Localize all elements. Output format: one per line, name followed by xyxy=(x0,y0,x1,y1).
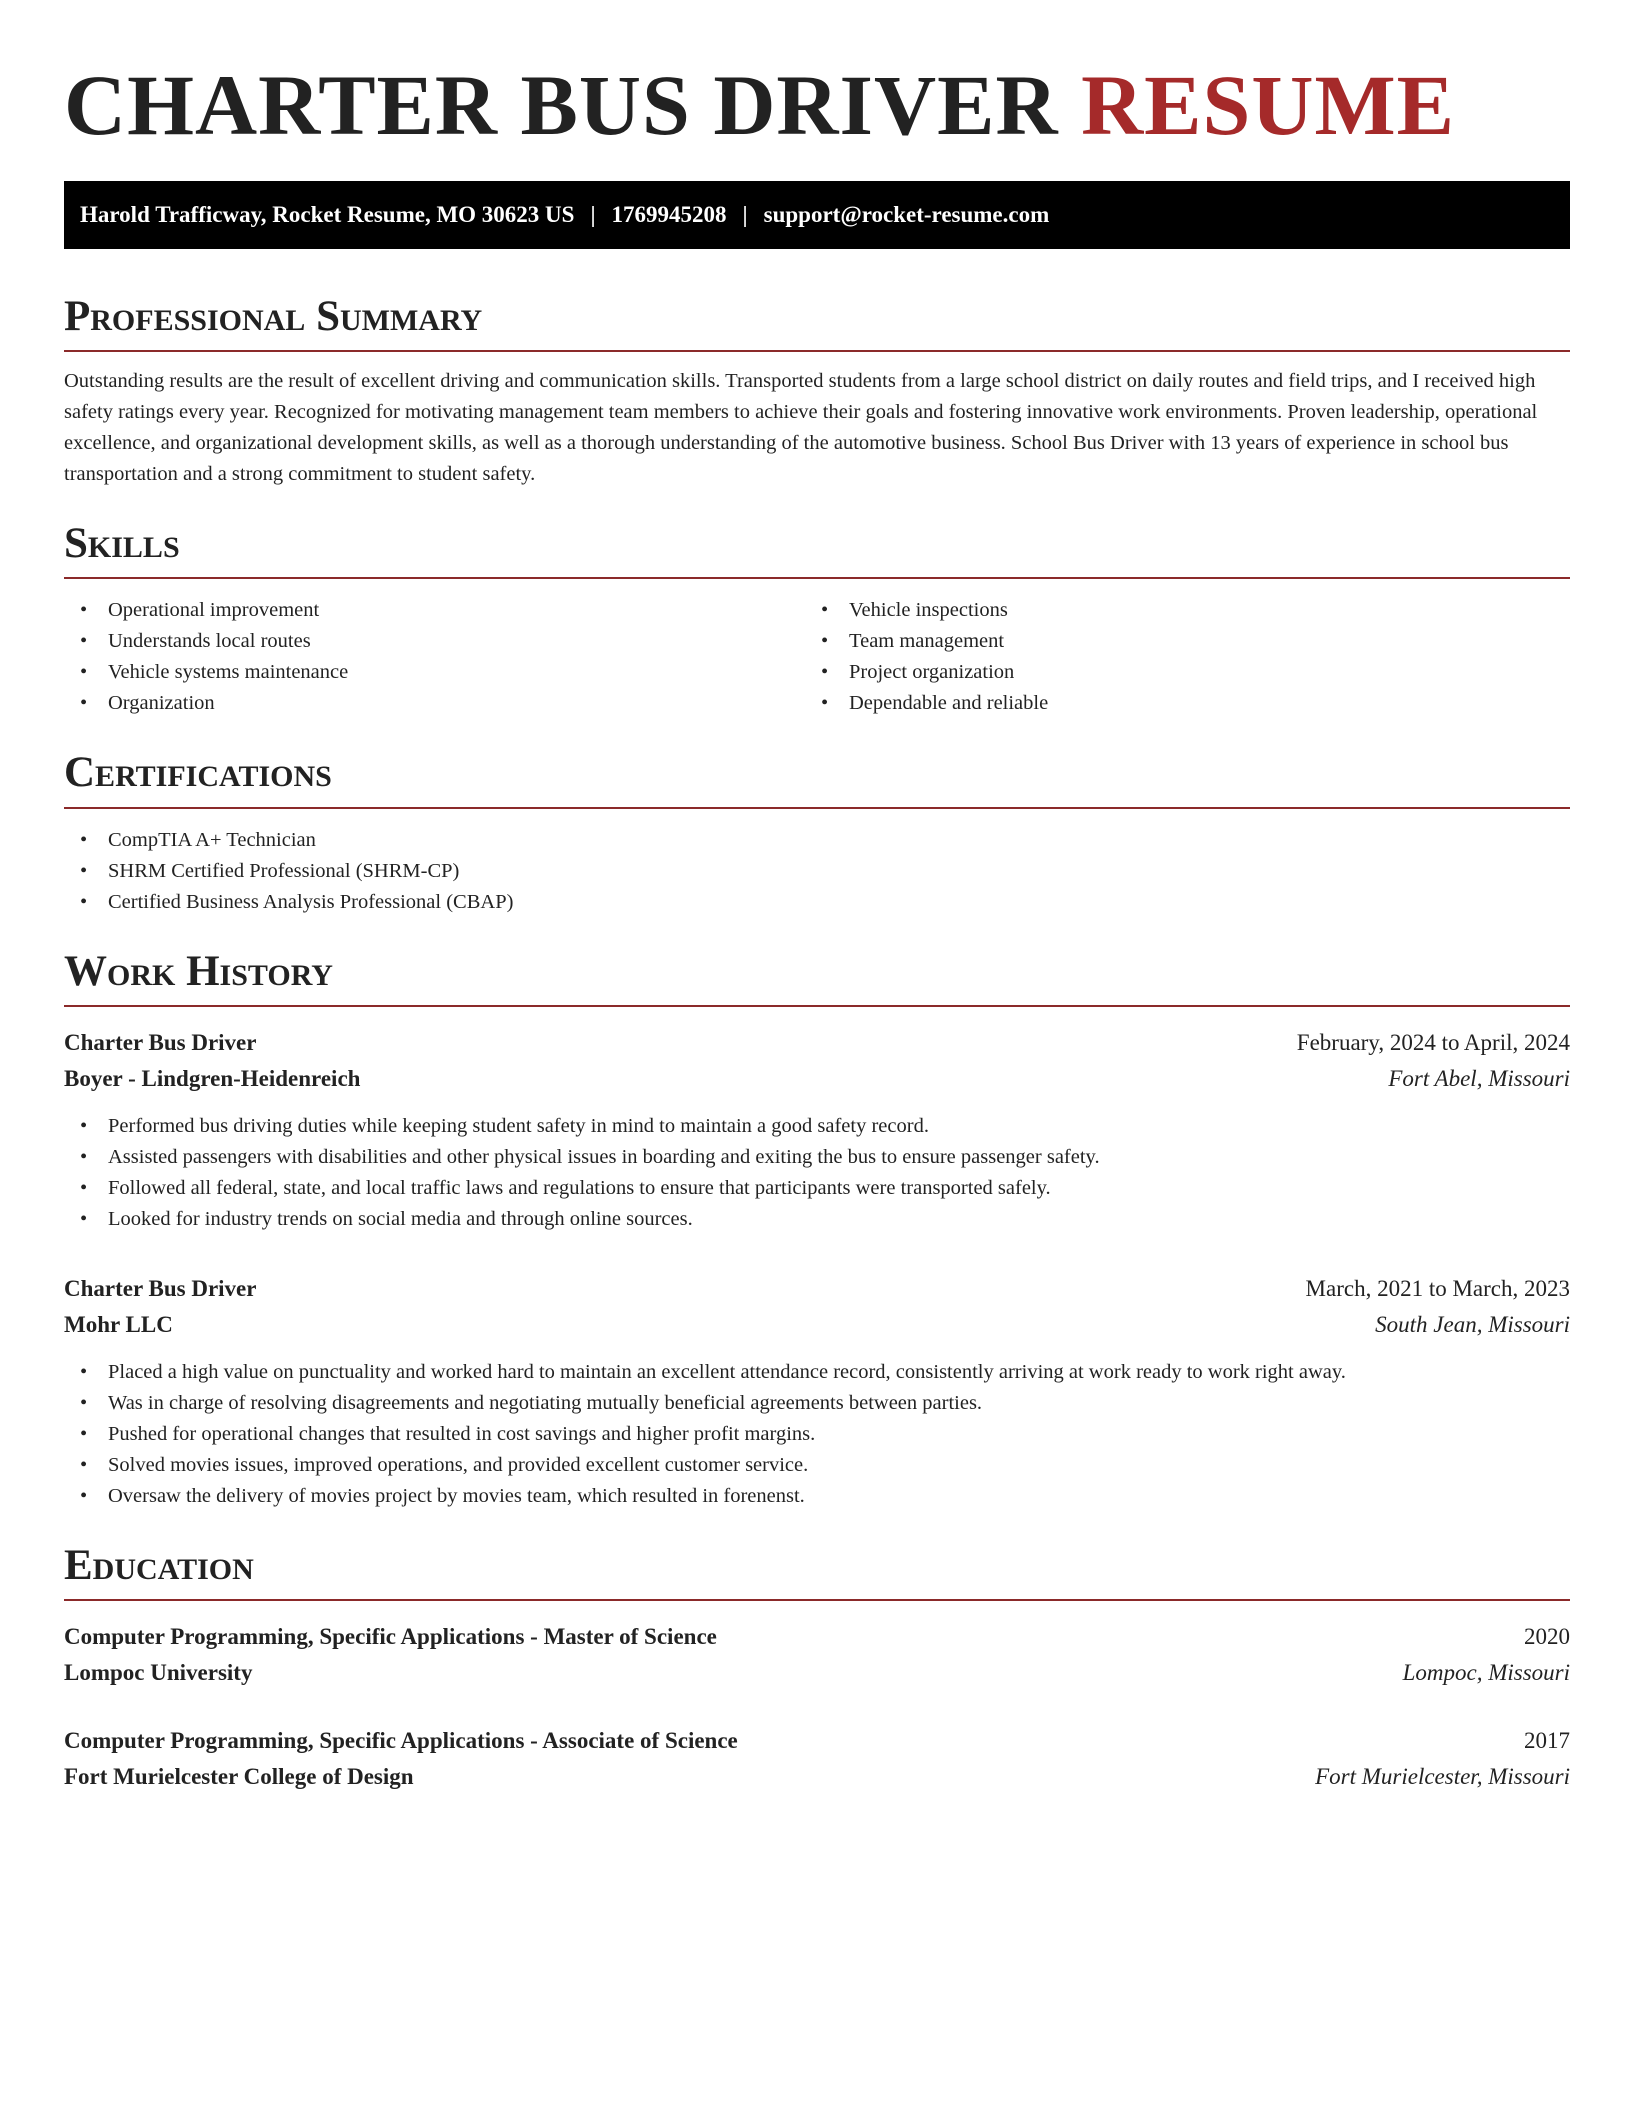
job-entry xyxy=(64,1271,1570,1512)
job-company-row xyxy=(64,1307,1570,1343)
education-school-row xyxy=(64,1655,1570,1691)
certifications-list xyxy=(64,825,1570,918)
contact-bar xyxy=(64,181,1570,249)
skill-item: • Vehicle systems maintenance xyxy=(64,657,805,688)
job-duty: • Was in charge of resolving disagreements and negotiating mutually beneficial agreements between parties. xyxy=(64,1388,1570,1419)
certification-item: • SHRM Certified Professional (SHRM-CP) xyxy=(64,856,1570,887)
skills-grid xyxy=(64,595,1570,719)
education-degree-row xyxy=(64,1723,1570,1759)
section-heading-skills: Skills xyxy=(64,520,1570,579)
skill-item: • Dependable and reliable xyxy=(805,688,1546,719)
title-accent: RESUME xyxy=(1081,57,1456,153)
education-degree-row xyxy=(64,1619,1570,1655)
education-year: 2017 xyxy=(1524,1728,1570,1754)
title-main: CHARTER BUS DRIVER xyxy=(64,57,1059,153)
skill-item: • Operational improvement xyxy=(64,595,805,626)
job-duty: • Pushed for operational changes that resulted in cost savings and higher profit margins. xyxy=(64,1419,1570,1450)
job-duty: • Followed all federal, state, and local traffic laws and regulations to ensure that participants were transported safely. xyxy=(64,1173,1570,1204)
job-company: Mohr LLC xyxy=(64,1312,173,1338)
certification-item: • Certified Business Analysis Professional (CBAP) xyxy=(64,887,1570,918)
summary-text: Outstanding results are the result of excellent driving and communication skills. Transported students from a large school district on daily routes and field trips, and I received high safety ratings every year. Recognized for motivating management team members to achieve their goals and fostering innovative work environments. Proven leadership, operational excellence, and organizational development skills, as well as a thorough understanding of the automotive business. School Bus Driver with 13 years of experience in school bus transportation and a strong commitment to student safety. xyxy=(64,370,1538,486)
section-heading-education: Education xyxy=(64,1542,1570,1601)
skills-list-left xyxy=(64,595,805,719)
job-duty: • Solved movies issues, improved operations, and provided excellent customer service. xyxy=(64,1450,1570,1481)
section-heading-summary: Professional Summary xyxy=(64,293,1570,352)
job-duty: • Oversaw the delivery of movies project by movies team, which resulted in forenenst. xyxy=(64,1481,1570,1512)
education-location: Fort Murielcester, Missouri xyxy=(1315,1764,1570,1790)
job-entry xyxy=(64,1025,1570,1235)
job-duty: • Performed bus driving duties while keeping student safety in mind to maintain a good safety record. xyxy=(64,1111,1570,1142)
job-duties-list xyxy=(64,1357,1570,1512)
job-duty: • Placed a high value on punctuality and worked hard to maintain an excellent attendance record, consistently arriving at work ready to work right away. xyxy=(64,1357,1570,1388)
education-location: Lompoc, Missouri xyxy=(1402,1660,1570,1686)
resume-page xyxy=(64,0,1570,1795)
education-school: Fort Murielcester College of Design xyxy=(64,1764,414,1790)
job-dates: February, 2024 to April, 2024 xyxy=(1296,1030,1570,1056)
education-year: 2020 xyxy=(1524,1624,1570,1650)
education-school: Lompoc University xyxy=(64,1660,253,1686)
skills-list-right xyxy=(805,595,1546,719)
education-entry xyxy=(64,1723,1570,1795)
skill-item: • Organization xyxy=(64,688,805,719)
job-title: Charter Bus Driver xyxy=(64,1030,257,1056)
education-entry xyxy=(64,1619,1570,1691)
section-heading-certifications: Certifications xyxy=(64,749,1570,808)
skill-item: • Team management xyxy=(805,626,1546,657)
skill-item: • Project organization xyxy=(805,657,1546,688)
education-section xyxy=(64,1542,1570,1795)
job-company: Boyer - Lindgren-Heidenreich xyxy=(64,1066,361,1092)
resume-title xyxy=(64,56,1570,155)
section-heading-work-history: Work History xyxy=(64,948,1570,1007)
contact-email[interactable]: support@rocket-resume.com xyxy=(763,201,1050,227)
job-header-row xyxy=(64,1271,1570,1307)
certification-item: • CompTIA A+ Technician xyxy=(64,825,1570,856)
job-dates: March, 2021 to March, 2023 xyxy=(1305,1276,1570,1302)
job-header-row xyxy=(64,1025,1570,1061)
skills-section xyxy=(64,520,1570,719)
job-duty: • Looked for industry trends on social media and through online sources. xyxy=(64,1204,1570,1235)
education-degree: Computer Programming, Specific Applications - Master of Science xyxy=(64,1624,717,1650)
education-degree: Computer Programming, Specific Applications - Associate of Science xyxy=(64,1728,738,1754)
job-duty: • Assisted passengers with disabilities and other physical issues in boarding and exiting the bus to ensure passenger safety. xyxy=(64,1142,1570,1173)
contact-separator: | xyxy=(742,201,748,227)
work-history-section xyxy=(64,948,1570,1512)
job-duties-list xyxy=(64,1111,1570,1235)
skill-item: • Vehicle inspections xyxy=(805,595,1546,626)
job-location: South Jean, Missouri xyxy=(1375,1312,1570,1338)
contact-separator: | xyxy=(590,201,596,227)
job-title: Charter Bus Driver xyxy=(64,1276,257,1302)
skill-item: • Understands local routes xyxy=(64,626,805,657)
summary-section xyxy=(64,293,1570,490)
job-company-row xyxy=(64,1061,1570,1097)
contact-address: Harold Trafficway, Rocket Resume, MO 30623 US xyxy=(80,201,575,227)
certifications-section xyxy=(64,749,1570,917)
education-school-row xyxy=(64,1759,1570,1795)
contact-phone[interactable]: 1769945208 xyxy=(611,201,727,227)
job-location: Fort Abel, Missouri xyxy=(1388,1066,1570,1092)
